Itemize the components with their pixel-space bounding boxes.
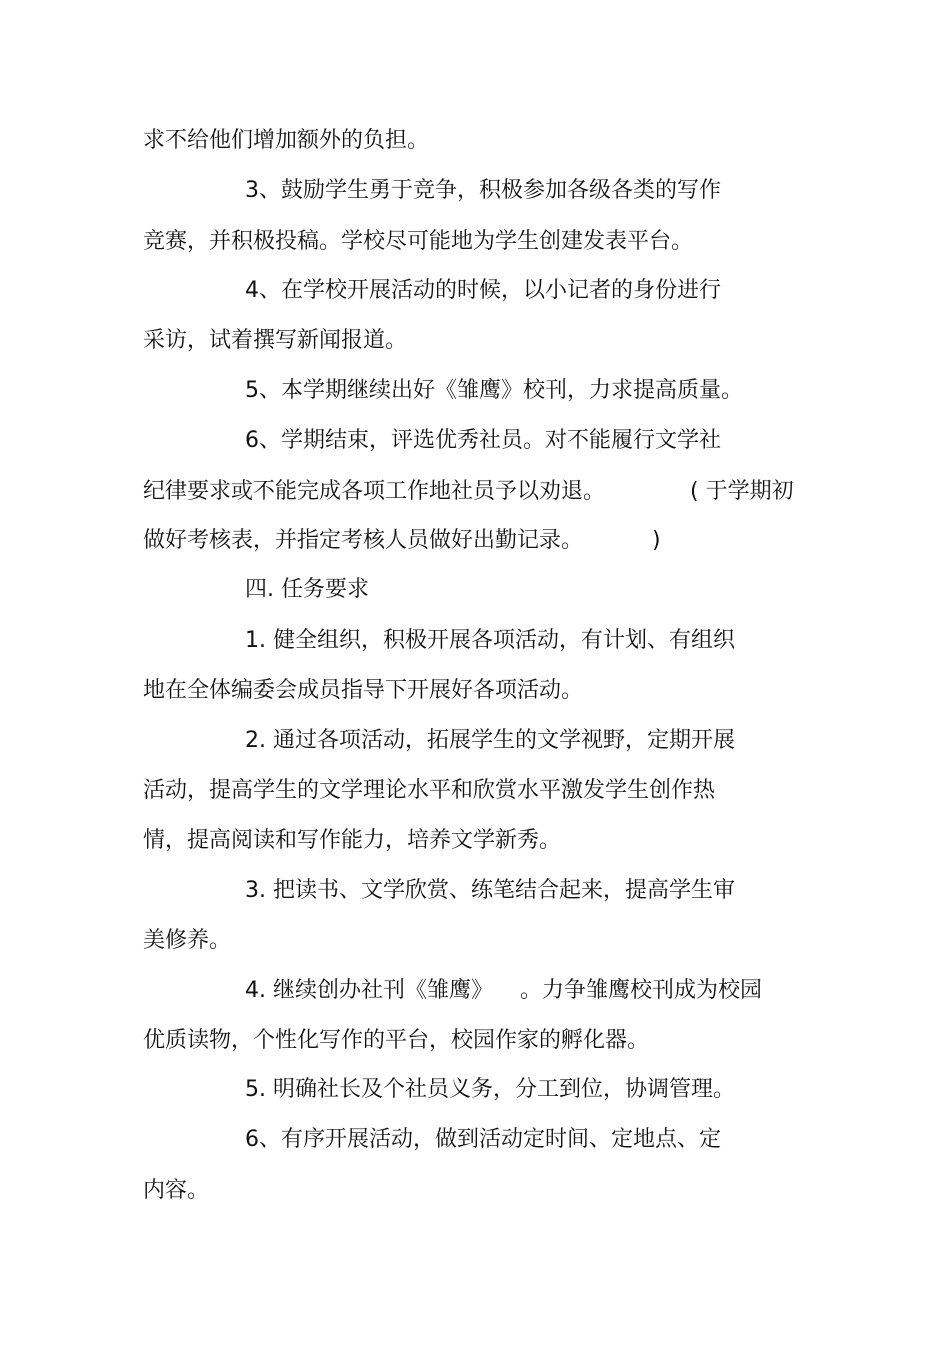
text-line: 4. 继续创办社刊《雏鹰》	[245, 978, 493, 1003]
text-line: 3、鼓励学生勇于竞争，积极参加各级各类的写作	[245, 178, 721, 203]
text-line: 纪律要求或不能完成各项工作地社员予以劝退。	[143, 479, 606, 504]
text-line: 6、学期结束，评选优秀社员。对不能履行文学社	[245, 428, 721, 453]
text-line: 1. 健全组织，积极开展各项活动，有计划、有组织	[245, 628, 735, 653]
text-line: 活动，提高学生的文学理论水平和欣赏水平激发学生创作热	[143, 778, 716, 803]
text-line: 采访，试着撰写新闻报道。	[143, 328, 408, 353]
text-line: 竞赛，并积极投稿。学校尽可能地为学生创建发表平台。	[143, 229, 694, 254]
text-line: 4、在学校开展活动的时候，以小记者的身份进行	[245, 278, 721, 303]
text-line: 优质读物，个性化写作的平台，校园作家的孵化器。	[143, 1028, 650, 1053]
text-line: 情，提高阅读和写作能力，培养文学新秀。	[143, 828, 562, 853]
text-line: 美修养。	[143, 928, 232, 953]
text-fragment: )	[652, 528, 661, 553]
text-line: 做好考核表，并指定考核人员做好出勤记录。	[143, 528, 584, 553]
text-line: 内容。	[143, 1178, 210, 1203]
text-line: 5. 明确社长及个社员义务，分工到位，协调管理。	[245, 1077, 735, 1102]
text-line: 5、本学期继续出好《雏鹰》校刊，力求提高质量。	[245, 378, 743, 403]
text-fragment: ( 于学期初	[690, 479, 794, 504]
text-line: 2. 通过各项活动，拓展学生的文学视野，定期开展	[245, 728, 735, 753]
text-line: 地在全体编委会成员指导下开展好各项活动。	[143, 678, 584, 703]
text-line: 求不给他们增加额外的负担。	[143, 128, 430, 153]
text-line: 6、有序开展活动，做到活动定时间、定地点、定	[245, 1127, 721, 1152]
text-line: 3. 把读书、文学欣赏、练笔结合起来，提高学生审	[245, 878, 735, 903]
section-heading: 四. 任务要求	[245, 577, 369, 602]
text-fragment: 。力争雏鹰校刊成为校园	[520, 978, 763, 1003]
